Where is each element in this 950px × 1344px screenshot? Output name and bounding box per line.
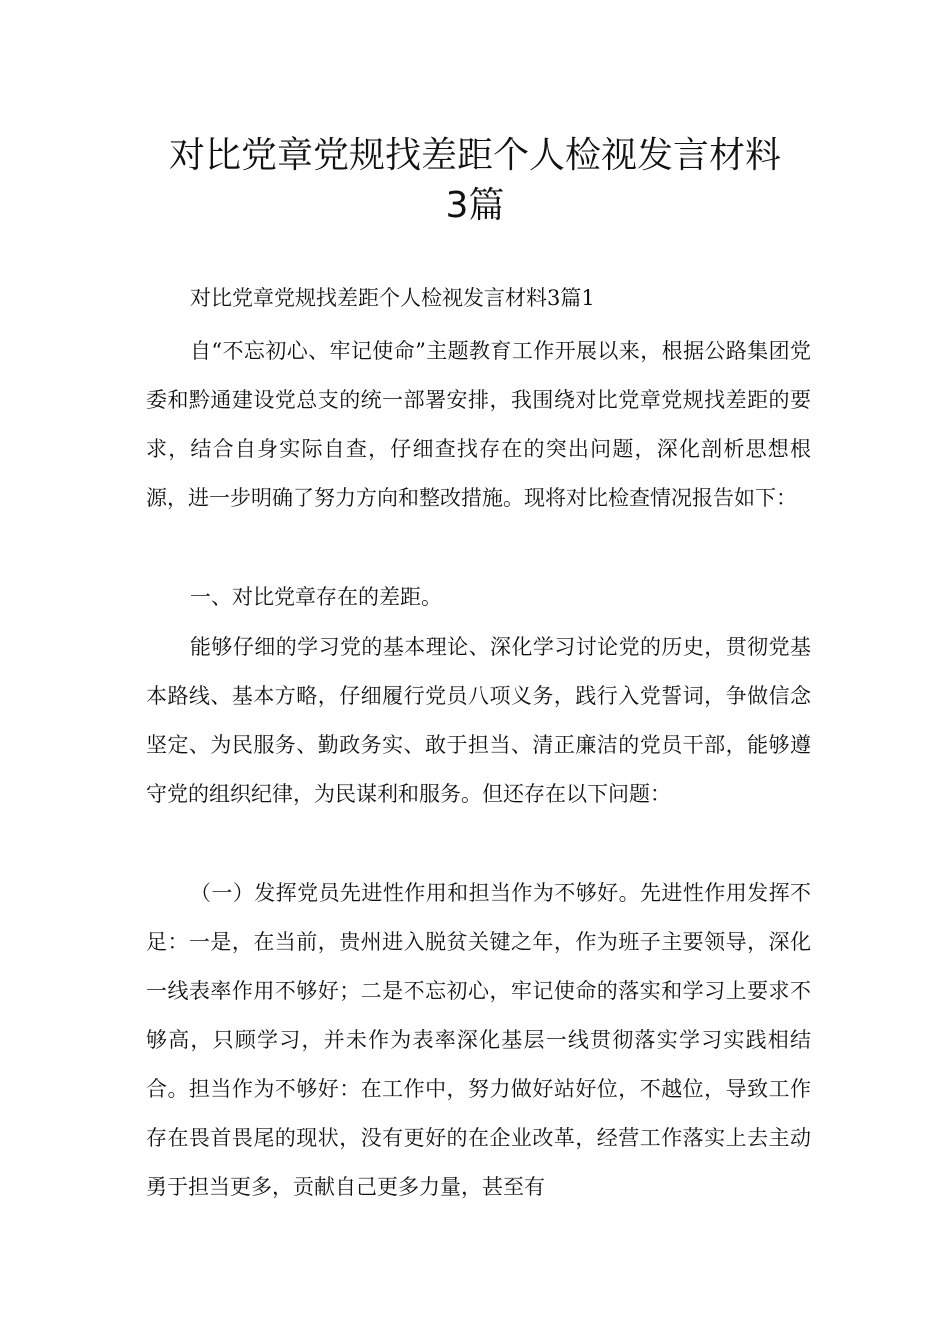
document-subtitle: 对比党章党规找差距个人检视发言材料3篇1 [190, 286, 595, 310]
document-title-line-2: 3篇 [445, 185, 505, 226]
document-title-line-1: 对比党章党规找差距个人检视发言材料 [168, 135, 781, 176]
section-heading-1: 一、对比党章存在的差距。 [190, 585, 442, 609]
paragraph-section-1: 能够仔细的学习党的基本理论、深化学习讨论党的历史，贯彻党基本路线、基本方略，仔细履行党员八项义务，践行入党誓词，争做信念坚定、为民服务、勤政务实、敢于担当、清正廉洁的党员干部，能够遵守党的组织纪律，为民谋利和服务。但还存在以下问题： [146, 635, 811, 806]
paragraph-item-1: （一）发挥党员先进性作用和担当作为不够好。先进性作用发挥不足：一是，在当前，贵州进入脱贫关键之年，作为班子主要领导，深化一线表率作用不够好；二是不忘初心，牢记使命的落实和学习上要求不够高，只顾学习，并未作为表率深化基层一线贯彻落实学习实践相结合。担当作为不够好：在工作中，努力做好站好位，不越位，导致工作存在畏首畏尾的现状，没有更好的在企业改革，经营工作落实上去主动勇于担当更多，贡献自己更多力量，甚至有 [146, 881, 811, 1199]
paragraph-intro: 自“不忘初心、牢记使命”主题教育工作开展以来，根据公路集团党委和黔通建设党总支的统一部署安排，我围绕对比党章党规找差距的要求，结合自身实际自查，仔细查找存在的突出问题，深化剖析思想根源，进一步明确了努力方向和整改措施。现将对比检查情况报告如下： [146, 339, 811, 510]
